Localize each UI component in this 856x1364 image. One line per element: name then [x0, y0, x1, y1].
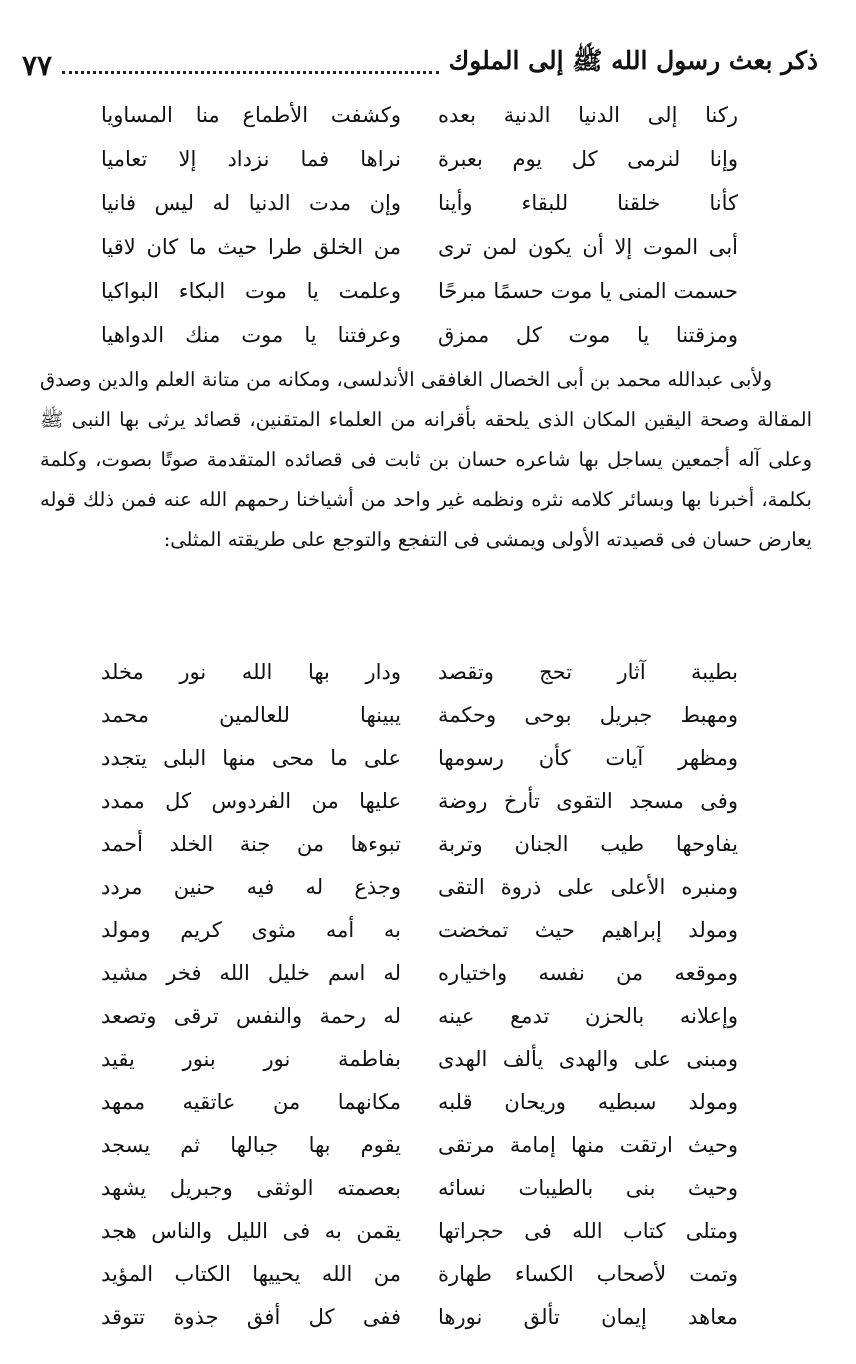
first-hemistich: ومتلى كتاب الله فى حجراتها — [438, 1219, 738, 1243]
second-hemistich: مكانهما من عاتقيه ممهد — [101, 1090, 401, 1114]
second-hemistich: من الخلق طرا حيث ما كان لاقيا — [101, 235, 401, 259]
second-hemistich: نراها فما نزداد إلا تعاميا — [101, 147, 401, 171]
second-hemistich: عليها من الفردوس كل ممدد — [101, 789, 401, 813]
second-hemistich: وكشفت الأطماع منا المساويا — [101, 103, 401, 127]
second-hemistich: وجذع له فيه حنين مردد — [101, 875, 401, 899]
verse-line — [0, 824, 856, 868]
first-hemistich: ركنا إلى الدنيا الدنية بعده — [438, 103, 738, 127]
verse-line — [0, 1125, 856, 1169]
verse-line — [0, 139, 856, 183]
first-hemistich: ومولد إبراهيم حيث تمخضت — [438, 918, 738, 942]
first-hemistich: معاهد إيمان تألق نورها — [438, 1305, 738, 1329]
first-hemistich: وحيث ارتقت منها إمامة مرتقى — [438, 1133, 738, 1157]
verse-line — [0, 183, 856, 227]
second-hemistich: له رحمة والنفس ترقى وتصعد — [101, 1004, 401, 1028]
second-hemistich: من الله يحييها الكتاب المؤيد — [101, 1262, 401, 1286]
second-hemistich: وعلمت يا موت البكاء البواكيا — [101, 279, 401, 303]
verse-line — [0, 781, 856, 825]
prose-paragraph — [40, 360, 812, 560]
second-hemistich: ففى كل أفق جذوة تتوقد — [101, 1305, 401, 1329]
second-hemistich: بفاطمة نور بنور يقيد — [101, 1047, 401, 1071]
first-hemistich: وإنا لنرمى كل يوم بعبرة — [438, 147, 738, 171]
verse-line — [0, 695, 856, 739]
second-hemistich: وإن مدت الدنيا له ليس فانيا — [101, 191, 401, 215]
verse-line — [0, 1168, 856, 1212]
first-hemistich: وحيث بنى بالطيبات نسائه — [438, 1176, 738, 1200]
second-hemistich: تبوءها من جنة الخلد أحمد — [101, 832, 401, 856]
leader-dots — [62, 71, 439, 74]
first-hemistich: وتمت لأصحاب الكساء طهارة — [438, 1262, 738, 1286]
first-hemistich: بطيبة آثار تحج وتقصد — [438, 660, 738, 684]
verse-line — [0, 1211, 856, 1255]
first-hemistich: ومولد سبطيه وريحان قلبه — [438, 1090, 738, 1114]
second-hemistich: به أمه مثوى كريم ومولد — [101, 918, 401, 942]
first-hemistich: ومبنى على والهدى يألف الهدى — [438, 1047, 738, 1071]
second-hemistich: يقوم بها جبالها ثم يسجد — [101, 1133, 401, 1157]
first-hemistich: ومنبره الأعلى على ذروة التقى — [438, 875, 738, 899]
first-hemistich: ومهبط جبريل بوحى وحكمة — [438, 703, 738, 727]
first-hemistich: حسمت المنى يا موت حسمًا مبرحًا — [438, 279, 738, 303]
verse-line — [0, 1082, 856, 1126]
second-hemistich: يبينها للعالمين محمد — [101, 703, 401, 727]
running-header — [22, 42, 818, 82]
first-hemistich: ومظهر آيات كأن رسومها — [438, 746, 738, 770]
first-hemistich: كأنا خلقنا للبقاء وأينا — [438, 191, 738, 215]
verse-line — [0, 315, 856, 359]
verse-line — [0, 1254, 856, 1298]
first-hemistich: وفى مسجد التقوى تأرخ روضة — [438, 789, 738, 813]
verse-line — [0, 1039, 856, 1083]
verse-line — [0, 227, 856, 271]
page-number: ٧٧ — [22, 49, 53, 82]
first-hemistich: ومزقتنا يا موت كل ممزق — [438, 323, 738, 347]
verse-line — [0, 271, 856, 315]
verse-line — [0, 95, 856, 139]
first-hemistich: يفاوحها طيب الجنان وتربة — [438, 832, 738, 856]
second-hemistich: يقمن به فى الليل والناس هجد — [101, 1219, 401, 1243]
second-hemistich: على ما محى منها البلى يتجدد — [101, 746, 401, 770]
verse-line — [0, 1297, 856, 1341]
verse-line — [0, 953, 856, 997]
verse-line — [0, 996, 856, 1040]
first-hemistich: وموقعه من نفسه واختياره — [438, 961, 738, 985]
prose-text: ولأبى عبدالله محمد بن أبى الخصال الغافقى الأندلسى، ومكانه من متانة العلم والدين وصدق المقالة وصحة اليقين المكان الذى يلحقه بأقرانه من العلماء المتقنين، قصائد يرثى بها النبى ﷺ وعلى آله أجمعين يساجل بها شاعره حسان بن ثابت فى قصائده المتقدمة صوتًا بصوت، وكلمة بكلمة، أخبرنا بها وبسائر كلامه نثره ونظمه غير واحد من أشياخنا رحمهم الله عنه فمن ذلك قوله يعارض حسان فى قصيدته الأولى ويمشى فى التفجع والتوجع على طريقته المثلى: — [40, 368, 812, 551]
verse-line — [0, 910, 856, 954]
second-hemistich: ودار بها الله نور مخلد — [101, 660, 401, 684]
second-hemistich: وعرفتنا يا موت منك الدواهيا — [101, 323, 401, 347]
first-hemistich: أبى الموت إلا أن يكون لمن ترى — [438, 235, 738, 259]
verse-line — [0, 652, 856, 696]
chapter-title: ذكر بعث رسول الله ﷺ إلى الملوك — [448, 46, 818, 75]
verse-line — [0, 867, 856, 911]
second-hemistich: له اسم خليل الله فخر مشيد — [101, 961, 401, 985]
verse-line — [0, 738, 856, 782]
second-hemistich: بعصمته الوثقى وجبريل يشهد — [101, 1176, 401, 1200]
first-hemistich: وإعلانه بالحزن تدمع عينه — [438, 1004, 738, 1028]
